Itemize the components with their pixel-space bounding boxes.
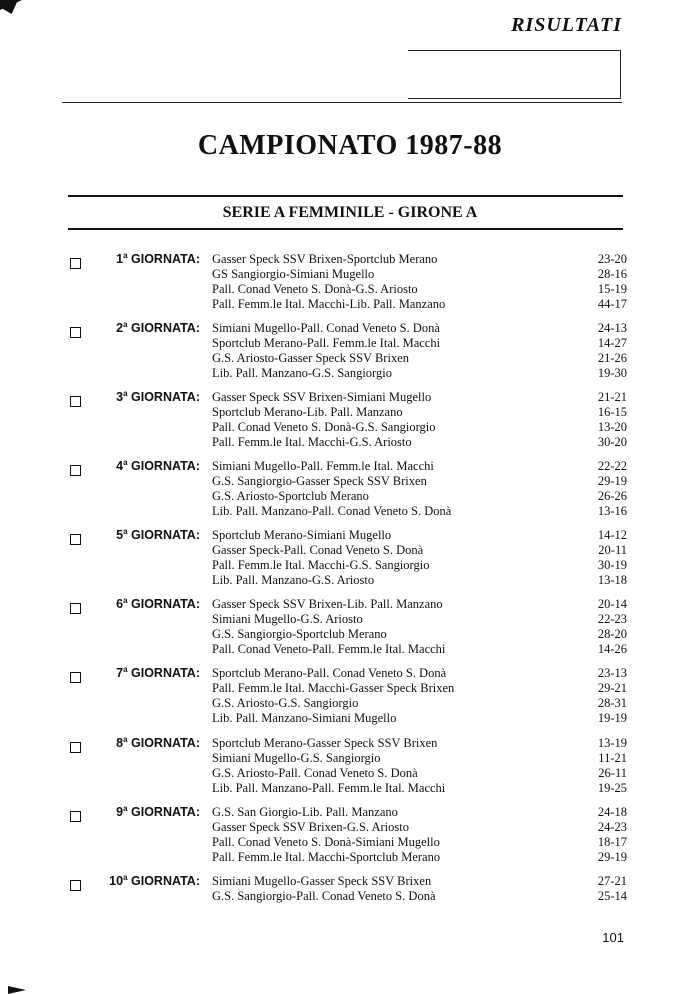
match-teams: Pall. Conad Veneto-Pall. Femm.le Ital. Macchi [212, 642, 446, 656]
match-score: 29-19 [597, 474, 627, 488]
round-number: 8 [116, 736, 124, 750]
match-score: 13-19 [597, 736, 627, 750]
match-score: 20-11 [598, 543, 627, 557]
match-score: 18-17 [597, 835, 627, 849]
match-row [0, 612, 700, 627]
round-word: GIORNATA: [131, 459, 200, 473]
round-word: GIORNATA: [131, 805, 200, 819]
page-number: 101 [602, 930, 624, 945]
match-teams: G.S. San Giorgio-Lib. Pall. Manzano [212, 805, 398, 819]
match-row [0, 681, 700, 696]
round-word: GIORNATA: [131, 252, 200, 266]
round-ordinal: a [123, 527, 128, 536]
match-score: 14-12 [597, 528, 627, 542]
header-rule [62, 102, 622, 103]
match-score: 30-20 [597, 435, 627, 449]
match-score: 22-23 [597, 612, 627, 626]
match-teams: Simiani Mugello-G.S. Sangiorgio [212, 751, 381, 765]
match-teams: GS Sangiorgio-Simiani Mugello [212, 267, 375, 281]
match-teams: G.S. Sangiorgio-Gasser Speck SSV Brixen [212, 474, 427, 488]
match-row [0, 321, 700, 336]
round-word: GIORNATA: [131, 321, 200, 335]
match-row [0, 489, 700, 504]
match-row [0, 336, 700, 351]
round-number: 4 [116, 459, 124, 473]
match-row [0, 573, 700, 588]
round-word: GIORNATA: [131, 736, 200, 750]
match-teams: Gasser Speck SSV Brixen-Lib. Pall. Manzano [212, 597, 443, 611]
round-ordinal: a [123, 735, 128, 744]
match-score: 21-21 [597, 390, 627, 404]
match-score: 23-20 [597, 252, 627, 266]
match-teams: Simiani Mugello-Gasser Speck SSV Brixen [212, 874, 432, 888]
match-teams: Pall. Conad Veneto S. Donà-G.S. Sangiorgio [212, 420, 436, 434]
match-row [0, 543, 700, 558]
match-score: 26-26 [597, 489, 627, 503]
match-teams: Lib. Pall. Manzano-Pall. Conad Veneto S. Donà [212, 504, 452, 518]
match-teams: Sportclub Merano-Pall. Femm.le Ital. Macchi [212, 336, 441, 350]
round-number: 6 [116, 597, 124, 611]
match-teams: Gasser Speck-Pall. Conad Veneto S. Donà [212, 543, 424, 557]
match-score: 14-26 [597, 642, 627, 656]
match-row [0, 711, 700, 726]
match-score: 26-11 [598, 766, 627, 780]
match-score: 19-30 [597, 366, 627, 380]
match-row [0, 504, 700, 519]
round-number: 1 [116, 252, 124, 266]
match-score: 28-20 [597, 627, 627, 641]
match-score: 29-21 [597, 681, 627, 695]
match-score: 23-13 [597, 666, 627, 680]
match-score: 27-21 [597, 874, 627, 888]
title-rule-top [68, 195, 623, 197]
match-row [0, 627, 700, 642]
match-row [0, 558, 700, 573]
round-ordinal: a [123, 389, 128, 398]
match-row [0, 850, 700, 865]
match-teams: Sportclub Merano-Lib. Pall. Manzano [212, 405, 403, 419]
bottom-crop-mark [8, 986, 26, 994]
match-row [0, 889, 700, 904]
match-teams: Pall. Femm.le Ital. Macchi-G.S. Sangiorgio [212, 558, 430, 572]
match-score: 11-21 [598, 751, 627, 765]
round-ordinal: a [123, 804, 128, 813]
match-row [0, 528, 700, 543]
match-score: 24-18 [597, 805, 627, 819]
match-teams: Pall. Conad Veneto S. Donà-G.S. Ariosto [212, 282, 418, 296]
match-teams: G.S. Ariosto-Sportclub Merano [212, 489, 369, 503]
round-number: 3 [116, 390, 124, 404]
match-score: 24-13 [597, 321, 627, 335]
match-score: 30-19 [597, 558, 627, 572]
match-score: 22-22 [597, 459, 627, 473]
match-row [0, 282, 700, 297]
match-row [0, 351, 700, 366]
round-word: GIORNATA: [131, 597, 200, 611]
match-score: 29-19 [597, 850, 627, 864]
round-ordinal: a [123, 320, 128, 329]
match-teams: Lib. Pall. Manzano-Pall. Femm.le Ital. Macchi [212, 781, 446, 795]
match-score: 21-26 [597, 351, 627, 365]
match-teams: Simiani Mugello-G.S. Ariosto [212, 612, 363, 626]
round-word: GIORNATA: [131, 666, 200, 680]
match-row [0, 252, 700, 267]
match-score: 14-27 [597, 336, 627, 350]
match-row [0, 267, 700, 282]
match-row [0, 751, 700, 766]
match-score: 25-14 [597, 889, 627, 903]
match-teams: Sportclub Merano-Gasser Speck SSV Brixen [212, 736, 438, 750]
round-ordinal: a [123, 251, 128, 260]
page-subtitle: SERIE A FEMMINILE - GIRONE A [222, 204, 478, 221]
match-teams: G.S. Ariosto-Pall. Conad Veneto S. Donà [212, 766, 418, 780]
match-score: 44-17 [597, 297, 627, 311]
round-number: 5 [116, 528, 124, 542]
match-teams: Gasser Speck SSV Brixen-G.S. Ariosto [212, 820, 409, 834]
match-row [0, 405, 700, 420]
match-teams: Gasser Speck SSV Brixen-Simiani Mugello [212, 390, 432, 404]
match-row [0, 459, 700, 474]
page-title: CAMPIONATO 1987-88 [197, 130, 503, 161]
match-score: 19-25 [597, 781, 627, 795]
round-word: GIORNATA: [131, 874, 200, 888]
match-row [0, 766, 700, 781]
match-teams: G.S. Sangiorgio-Pall. Conad Veneto S. Donà [212, 889, 436, 903]
match-score: 24-23 [597, 820, 627, 834]
round-number: 10 [109, 874, 124, 888]
match-teams: Gasser Speck SSV Brixen-Sportclub Merano [212, 252, 438, 266]
match-row [0, 642, 700, 657]
match-row [0, 696, 700, 711]
match-teams: Pall. Conad Veneto S. Donà-Simiani Mugello [212, 835, 440, 849]
match-score: 19-19 [597, 711, 627, 725]
match-score: 16-15 [597, 405, 627, 419]
match-row [0, 820, 700, 835]
round-number: 9 [116, 805, 124, 819]
match-teams: Pall. Femm.le Ital. Macchi-Gasser Speck Brixen [212, 681, 455, 695]
match-teams: Simiani Mugello-Pall. Conad Veneto S. Donà [212, 321, 440, 335]
section-label: RISULTATI [511, 14, 622, 36]
match-row [0, 435, 700, 450]
match-teams: Simiani Mugello-Pall. Femm.le Ital. Macchi [212, 459, 434, 473]
match-score: 28-16 [597, 267, 627, 281]
match-row [0, 736, 700, 751]
match-teams: G.S. Sangiorgio-Sportclub Merano [212, 627, 387, 641]
round-ordinal: a [123, 458, 128, 467]
match-row [0, 835, 700, 850]
match-row [0, 390, 700, 405]
round-number: 2 [116, 321, 124, 335]
match-score: 28-31 [597, 696, 627, 710]
match-score: 13-20 [597, 420, 627, 434]
match-teams: Lib. Pall. Manzano-Simiani Mugello [212, 711, 397, 725]
match-row [0, 781, 700, 796]
round-ordinal: a [123, 665, 128, 674]
match-row [0, 666, 700, 681]
match-row [0, 805, 700, 820]
match-score: 13-16 [597, 504, 627, 518]
match-teams: G.S. Ariosto-G.S. Sangiorgio [212, 696, 359, 710]
match-teams: Lib. Pall. Manzano-G.S. Sangiorgio [212, 366, 392, 380]
round-word: GIORNATA: [131, 390, 200, 404]
match-teams: Lib. Pall. Manzano-G.S. Ariosto [212, 573, 375, 587]
match-row [0, 474, 700, 489]
match-teams: G.S. Ariosto-Gasser Speck SSV Brixen [212, 351, 409, 365]
match-teams: Sportclub Merano-Simiani Mugello [212, 528, 392, 542]
match-row [0, 420, 700, 435]
round-word: GIORNATA: [131, 528, 200, 542]
match-row [0, 874, 700, 889]
match-score: 15-19 [597, 282, 627, 296]
match-teams: Pall. Femm.le Ital. Macchi-Lib. Pall. Manzano [212, 297, 446, 311]
match-score: 13-18 [597, 573, 627, 587]
match-row [0, 297, 700, 312]
match-teams: Pall. Femm.le Ital. Macchi-G.S. Ariosto [212, 435, 412, 449]
match-score: 20-14 [597, 597, 627, 611]
match-row [0, 366, 700, 381]
round-ordinal: a [123, 873, 128, 882]
header-frame [408, 50, 621, 99]
round-number: 7 [116, 666, 124, 680]
title-rule-bottom [68, 228, 623, 230]
round-ordinal: a [123, 596, 128, 605]
match-teams: Pall. Femm.le Ital. Macchi-Sportclub Merano [212, 850, 441, 864]
match-row [0, 597, 700, 612]
match-teams: Sportclub Merano-Pall. Conad Veneto S. Donà [212, 666, 447, 680]
